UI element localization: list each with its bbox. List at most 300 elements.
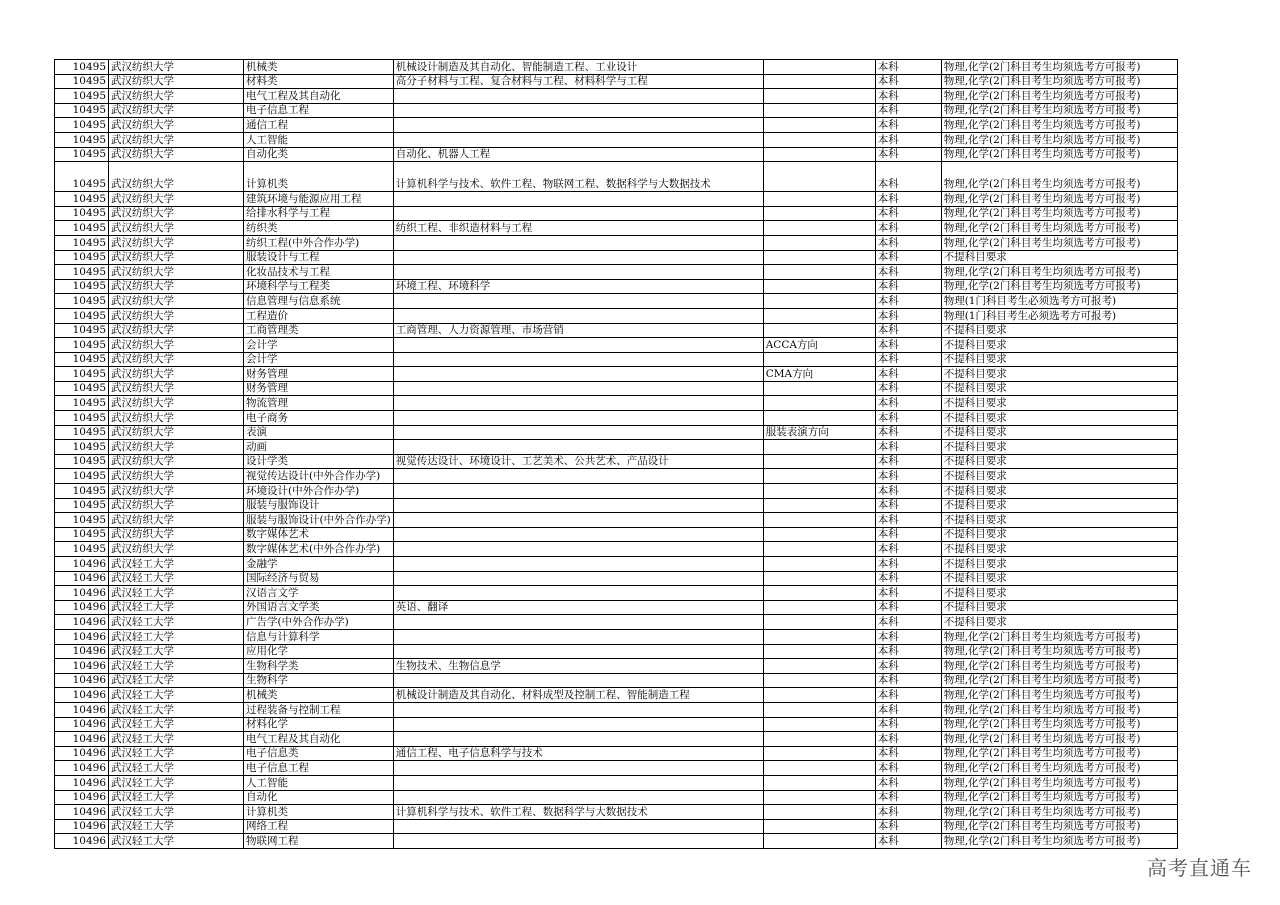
major-name-cell: 建筑环境与能源应用工程 bbox=[244, 192, 394, 207]
level-cell: 本科 bbox=[875, 746, 941, 761]
school-name-cell: 武汉纺织大学 bbox=[109, 294, 244, 309]
table-row bbox=[55, 279, 1178, 294]
included-majors-cell bbox=[393, 571, 763, 586]
level-cell: 本科 bbox=[875, 60, 941, 75]
table-row bbox=[55, 775, 1178, 790]
level-cell: 本科 bbox=[875, 425, 941, 440]
table-row bbox=[55, 103, 1178, 118]
table-row bbox=[55, 308, 1178, 323]
direction-cell bbox=[763, 673, 875, 688]
school-name-cell: 武汉纺织大学 bbox=[109, 527, 244, 542]
included-majors-cell bbox=[393, 352, 763, 367]
included-majors-cell: 机械设计制造及其自动化、材料成型及控制工程、智能制造工程 bbox=[393, 688, 763, 703]
subject-requirement-cell: 不提科目要求 bbox=[941, 323, 1177, 338]
included-majors-cell bbox=[393, 761, 763, 776]
subject-requirement-cell: 物理,化学(2门科目考生均须选考方可报考) bbox=[941, 74, 1177, 89]
major-name-cell: 电气工程及其自动化 bbox=[244, 89, 394, 104]
school-code-cell: 10495 bbox=[55, 162, 109, 192]
subject-requirement-cell: 物理,化学(2门科目考生均须选考方可报考) bbox=[941, 775, 1177, 790]
level-cell: 本科 bbox=[875, 381, 941, 396]
table-row bbox=[55, 147, 1178, 162]
admission-requirements-table bbox=[54, 59, 1178, 849]
school-name-cell: 武汉纺织大学 bbox=[109, 323, 244, 338]
major-name-cell: 信息管理与信息系统 bbox=[244, 294, 394, 309]
table-row bbox=[55, 571, 1178, 586]
direction-cell: 服装表演方向 bbox=[763, 425, 875, 440]
school-code-cell: 10496 bbox=[55, 834, 109, 849]
major-name-cell: 应用化学 bbox=[244, 644, 394, 659]
level-cell: 本科 bbox=[875, 352, 941, 367]
school-name-cell: 武汉纺织大学 bbox=[109, 367, 244, 382]
school-code-cell: 10495 bbox=[55, 206, 109, 221]
school-name-cell: 武汉纺织大学 bbox=[109, 221, 244, 236]
major-name-cell: 电子信息工程 bbox=[244, 103, 394, 118]
school-name-cell: 武汉纺织大学 bbox=[109, 396, 244, 411]
subject-requirement-cell: 不提科目要求 bbox=[941, 381, 1177, 396]
subject-requirement-cell: 不提科目要求 bbox=[941, 484, 1177, 499]
subject-requirement-cell: 物理(1门科目考生必须选考方可报考) bbox=[941, 294, 1177, 309]
included-majors-cell: 通信工程、电子信息科学与技术 bbox=[393, 746, 763, 761]
table-row bbox=[55, 659, 1178, 674]
level-cell: 本科 bbox=[875, 118, 941, 133]
subject-requirement-cell: 物理,化学(2门科目考生均须选考方可报考) bbox=[941, 673, 1177, 688]
subject-requirement-cell: 不提科目要求 bbox=[941, 586, 1177, 601]
included-majors-cell bbox=[393, 206, 763, 221]
table-row bbox=[55, 396, 1178, 411]
table-row bbox=[55, 469, 1178, 484]
major-name-cell: 材料化学 bbox=[244, 717, 394, 732]
direction-cell bbox=[763, 746, 875, 761]
included-majors-cell bbox=[393, 308, 763, 323]
included-majors-cell bbox=[393, 396, 763, 411]
table-row bbox=[55, 557, 1178, 572]
subject-requirement-cell: 物理,化学(2门科目考生均须选考方可报考) bbox=[941, 819, 1177, 834]
direction-cell bbox=[763, 659, 875, 674]
direction-cell bbox=[763, 192, 875, 207]
table-row bbox=[55, 746, 1178, 761]
school-name-cell: 武汉纺织大学 bbox=[109, 147, 244, 162]
table-row bbox=[55, 454, 1178, 469]
major-name-cell: 会计学 bbox=[244, 352, 394, 367]
subject-requirement-cell: 物理,化学(2门科目考生均须选考方可报考) bbox=[941, 761, 1177, 776]
table-row bbox=[55, 542, 1178, 557]
level-cell: 本科 bbox=[875, 805, 941, 820]
level-cell: 本科 bbox=[875, 775, 941, 790]
subject-requirement-cell: 物理,化学(2门科目考生均须选考方可报考) bbox=[941, 732, 1177, 747]
school-code-cell: 10495 bbox=[55, 323, 109, 338]
school-name-cell: 武汉轻工大学 bbox=[109, 615, 244, 630]
table-row bbox=[55, 381, 1178, 396]
direction-cell: ACCA方向 bbox=[763, 338, 875, 353]
school-name-cell: 武汉纺织大学 bbox=[109, 89, 244, 104]
major-name-cell: 通信工程 bbox=[244, 118, 394, 133]
table-row bbox=[55, 89, 1178, 104]
subject-requirement-cell: 物理,化学(2门科目考生均须选考方可报考) bbox=[941, 644, 1177, 659]
school-name-cell: 武汉轻工大学 bbox=[109, 834, 244, 849]
school-name-cell: 武汉纺织大学 bbox=[109, 469, 244, 484]
school-name-cell: 武汉纺织大学 bbox=[109, 308, 244, 323]
level-cell: 本科 bbox=[875, 732, 941, 747]
school-code-cell: 10495 bbox=[55, 527, 109, 542]
subject-requirement-cell: 不提科目要求 bbox=[941, 454, 1177, 469]
direction-cell bbox=[763, 411, 875, 426]
school-code-cell: 10495 bbox=[55, 118, 109, 133]
table-row bbox=[55, 425, 1178, 440]
table-row bbox=[55, 732, 1178, 747]
major-name-cell: 自动化 bbox=[244, 790, 394, 805]
major-name-cell: 人工智能 bbox=[244, 775, 394, 790]
major-name-cell: 自动化类 bbox=[244, 147, 394, 162]
school-name-cell: 武汉轻工大学 bbox=[109, 659, 244, 674]
school-code-cell: 10495 bbox=[55, 147, 109, 162]
direction-cell bbox=[763, 542, 875, 557]
included-majors-cell bbox=[393, 381, 763, 396]
subject-requirement-cell: 物理,化学(2门科目考生均须选考方可报考) bbox=[941, 221, 1177, 236]
level-cell: 本科 bbox=[875, 103, 941, 118]
subject-requirement-cell: 物理,化学(2门科目考生均须选考方可报考) bbox=[941, 659, 1177, 674]
subject-requirement-cell: 不提科目要求 bbox=[941, 425, 1177, 440]
school-name-cell: 武汉轻工大学 bbox=[109, 688, 244, 703]
subject-requirement-cell: 物理,化学(2门科目考生均须选考方可报考) bbox=[941, 162, 1177, 192]
included-majors-cell: 工商管理、人力资源管理、市场营销 bbox=[393, 323, 763, 338]
level-cell: 本科 bbox=[875, 454, 941, 469]
included-majors-cell bbox=[393, 118, 763, 133]
major-name-cell: 外国语言文学类 bbox=[244, 600, 394, 615]
included-majors-cell bbox=[393, 192, 763, 207]
included-majors-cell bbox=[393, 132, 763, 147]
subject-requirement-cell: 物理,化学(2门科目考生均须选考方可报考) bbox=[941, 279, 1177, 294]
subject-requirement-cell: 不提科目要求 bbox=[941, 396, 1177, 411]
level-cell: 本科 bbox=[875, 74, 941, 89]
level-cell: 本科 bbox=[875, 250, 941, 265]
included-majors-cell bbox=[393, 775, 763, 790]
school-code-cell: 10496 bbox=[55, 746, 109, 761]
included-majors-cell bbox=[393, 615, 763, 630]
level-cell: 本科 bbox=[875, 629, 941, 644]
school-code-cell: 10495 bbox=[55, 498, 109, 513]
direction-cell bbox=[763, 484, 875, 499]
subject-requirement-cell: 物理,化学(2门科目考生均须选考方可报考) bbox=[941, 790, 1177, 805]
school-code-cell: 10496 bbox=[55, 790, 109, 805]
included-majors-cell: 英语、翻译 bbox=[393, 600, 763, 615]
direction-cell bbox=[763, 557, 875, 572]
level-cell: 本科 bbox=[875, 279, 941, 294]
direction-cell bbox=[763, 454, 875, 469]
major-name-cell: 人工智能 bbox=[244, 132, 394, 147]
subject-requirement-cell: 物理,化学(2门科目考生均须选考方可报考) bbox=[941, 746, 1177, 761]
level-cell: 本科 bbox=[875, 542, 941, 557]
subject-requirement-cell: 物理(1门科目考生必须选考方可报考) bbox=[941, 308, 1177, 323]
major-name-cell: 设计学类 bbox=[244, 454, 394, 469]
school-code-cell: 10495 bbox=[55, 132, 109, 147]
major-name-cell: 信息与计算科学 bbox=[244, 629, 394, 644]
subject-requirement-cell: 不提科目要求 bbox=[941, 498, 1177, 513]
direction-cell bbox=[763, 352, 875, 367]
included-majors-cell bbox=[393, 586, 763, 601]
table-row bbox=[55, 790, 1178, 805]
school-code-cell: 10495 bbox=[55, 103, 109, 118]
level-cell: 本科 bbox=[875, 206, 941, 221]
direction-cell bbox=[763, 834, 875, 849]
school-code-cell: 10495 bbox=[55, 454, 109, 469]
subject-requirement-cell: 物理,化学(2门科目考生均须选考方可报考) bbox=[941, 192, 1177, 207]
level-cell: 本科 bbox=[875, 527, 941, 542]
school-name-cell: 武汉纺织大学 bbox=[109, 498, 244, 513]
included-majors-cell bbox=[393, 425, 763, 440]
level-cell: 本科 bbox=[875, 790, 941, 805]
direction-cell bbox=[763, 586, 875, 601]
table-row bbox=[55, 60, 1178, 75]
school-code-cell: 10496 bbox=[55, 644, 109, 659]
direction-cell bbox=[763, 761, 875, 776]
direction-cell bbox=[763, 644, 875, 659]
school-code-cell: 10496 bbox=[55, 702, 109, 717]
major-name-cell: 计算机类 bbox=[244, 805, 394, 820]
major-name-cell: 给排水科学与工程 bbox=[244, 206, 394, 221]
school-name-cell: 武汉纺织大学 bbox=[109, 60, 244, 75]
school-code-cell: 10496 bbox=[55, 571, 109, 586]
major-name-cell: 服装与服饰设计(中外合作办学) bbox=[244, 513, 394, 528]
major-name-cell: 国际经济与贸易 bbox=[244, 571, 394, 586]
subject-requirement-cell: 物理,化学(2门科目考生均须选考方可报考) bbox=[941, 235, 1177, 250]
subject-requirement-cell: 不提科目要求 bbox=[941, 571, 1177, 586]
level-cell: 本科 bbox=[875, 834, 941, 849]
subject-requirement-cell: 不提科目要求 bbox=[941, 513, 1177, 528]
subject-requirement-cell: 物理,化学(2门科目考生均须选考方可报考) bbox=[941, 103, 1177, 118]
school-name-cell: 武汉纺织大学 bbox=[109, 352, 244, 367]
subject-requirement-cell: 物理,化学(2门科目考生均须选考方可报考) bbox=[941, 702, 1177, 717]
subject-requirement-cell: 不提科目要求 bbox=[941, 542, 1177, 557]
included-majors-cell: 自动化、机器人工程 bbox=[393, 147, 763, 162]
school-code-cell: 10495 bbox=[55, 542, 109, 557]
included-majors-cell bbox=[393, 542, 763, 557]
level-cell: 本科 bbox=[875, 513, 941, 528]
table-row bbox=[55, 527, 1178, 542]
direction-cell bbox=[763, 819, 875, 834]
subject-requirement-cell: 不提科目要求 bbox=[941, 250, 1177, 265]
level-cell: 本科 bbox=[875, 498, 941, 513]
direction-cell bbox=[763, 294, 875, 309]
school-code-cell: 10496 bbox=[55, 732, 109, 747]
included-majors-cell: 计算机科学与技术、软件工程、数据科学与大数据技术 bbox=[393, 805, 763, 820]
level-cell: 本科 bbox=[875, 819, 941, 834]
school-name-cell: 武汉纺织大学 bbox=[109, 74, 244, 89]
included-majors-cell: 高分子材料与工程、复合材料与工程、材料科学与工程 bbox=[393, 74, 763, 89]
included-majors-cell bbox=[393, 250, 763, 265]
level-cell: 本科 bbox=[875, 132, 941, 147]
major-name-cell: 纺织工程(中外合作办学) bbox=[244, 235, 394, 250]
subject-requirement-cell: 不提科目要求 bbox=[941, 600, 1177, 615]
level-cell: 本科 bbox=[875, 688, 941, 703]
level-cell: 本科 bbox=[875, 702, 941, 717]
table-row bbox=[55, 192, 1178, 207]
level-cell: 本科 bbox=[875, 367, 941, 382]
school-code-cell: 10496 bbox=[55, 557, 109, 572]
school-name-cell: 武汉轻工大学 bbox=[109, 644, 244, 659]
level-cell: 本科 bbox=[875, 147, 941, 162]
table-row bbox=[55, 74, 1178, 89]
level-cell: 本科 bbox=[875, 265, 941, 280]
subject-requirement-cell: 物理,化学(2门科目考生均须选考方可报考) bbox=[941, 834, 1177, 849]
table-row bbox=[55, 586, 1178, 601]
table-row bbox=[55, 367, 1178, 382]
level-cell: 本科 bbox=[875, 571, 941, 586]
included-majors-cell bbox=[393, 294, 763, 309]
subject-requirement-cell: 不提科目要求 bbox=[941, 338, 1177, 353]
table-row bbox=[55, 132, 1178, 147]
school-code-cell: 10495 bbox=[55, 192, 109, 207]
level-cell: 本科 bbox=[875, 308, 941, 323]
major-name-cell: 机械类 bbox=[244, 688, 394, 703]
school-code-cell: 10495 bbox=[55, 279, 109, 294]
school-name-cell: 武汉纺织大学 bbox=[109, 381, 244, 396]
included-majors-cell bbox=[393, 527, 763, 542]
level-cell: 本科 bbox=[875, 600, 941, 615]
school-name-cell: 武汉轻工大学 bbox=[109, 673, 244, 688]
direction-cell bbox=[763, 775, 875, 790]
direction-cell bbox=[763, 265, 875, 280]
table-row bbox=[55, 118, 1178, 133]
major-name-cell: 化妆品技术与工程 bbox=[244, 265, 394, 280]
major-name-cell: 财务管理 bbox=[244, 381, 394, 396]
direction-cell bbox=[763, 89, 875, 104]
school-name-cell: 武汉轻工大学 bbox=[109, 775, 244, 790]
major-name-cell: 表演 bbox=[244, 425, 394, 440]
direction-cell bbox=[763, 308, 875, 323]
major-name-cell: 生物科学类 bbox=[244, 659, 394, 674]
school-code-cell: 10495 bbox=[55, 396, 109, 411]
included-majors-cell: 环境工程、环境科学 bbox=[393, 279, 763, 294]
direction-cell bbox=[763, 498, 875, 513]
major-name-cell: 工程造价 bbox=[244, 308, 394, 323]
school-code-cell: 10495 bbox=[55, 425, 109, 440]
included-majors-cell bbox=[393, 89, 763, 104]
included-majors-cell bbox=[393, 717, 763, 732]
major-name-cell: 广告学(中外合作办学) bbox=[244, 615, 394, 630]
school-name-cell: 武汉纺织大学 bbox=[109, 454, 244, 469]
major-name-cell: 电气工程及其自动化 bbox=[244, 732, 394, 747]
table-row bbox=[55, 235, 1178, 250]
major-name-cell: 服装与服饰设计 bbox=[244, 498, 394, 513]
subject-requirement-cell: 不提科目要求 bbox=[941, 352, 1177, 367]
subject-requirement-cell: 不提科目要求 bbox=[941, 411, 1177, 426]
included-majors-cell bbox=[393, 732, 763, 747]
direction-cell bbox=[763, 162, 875, 192]
school-name-cell: 武汉纺织大学 bbox=[109, 440, 244, 455]
table-body bbox=[55, 60, 1178, 849]
school-code-cell: 10496 bbox=[55, 805, 109, 820]
direction-cell bbox=[763, 250, 875, 265]
school-name-cell: 武汉纺织大学 bbox=[109, 192, 244, 207]
table-row bbox=[55, 600, 1178, 615]
included-majors-cell bbox=[393, 644, 763, 659]
school-name-cell: 武汉纺织大学 bbox=[109, 162, 244, 192]
subject-requirement-cell: 物理,化学(2门科目考生均须选考方可报考) bbox=[941, 132, 1177, 147]
subject-requirement-cell: 物理,化学(2门科目考生均须选考方可报考) bbox=[941, 629, 1177, 644]
major-name-cell: 材料类 bbox=[244, 74, 394, 89]
school-name-cell: 武汉纺织大学 bbox=[109, 103, 244, 118]
school-code-cell: 10495 bbox=[55, 411, 109, 426]
subject-requirement-cell: 物理,化学(2门科目考生均须选考方可报考) bbox=[941, 206, 1177, 221]
level-cell: 本科 bbox=[875, 323, 941, 338]
level-cell: 本科 bbox=[875, 659, 941, 674]
school-code-cell: 10495 bbox=[55, 352, 109, 367]
subject-requirement-cell: 物理,化学(2门科目考生均须选考方可报考) bbox=[941, 805, 1177, 820]
school-code-cell: 10496 bbox=[55, 629, 109, 644]
major-name-cell: 动画 bbox=[244, 440, 394, 455]
school-name-cell: 武汉轻工大学 bbox=[109, 790, 244, 805]
subject-requirement-cell: 不提科目要求 bbox=[941, 615, 1177, 630]
level-cell: 本科 bbox=[875, 484, 941, 499]
subject-requirement-cell: 物理,化学(2门科目考生均须选考方可报考) bbox=[941, 265, 1177, 280]
school-code-cell: 10495 bbox=[55, 308, 109, 323]
school-name-cell: 武汉纺织大学 bbox=[109, 338, 244, 353]
school-name-cell: 武汉轻工大学 bbox=[109, 571, 244, 586]
school-code-cell: 10495 bbox=[55, 513, 109, 528]
school-name-cell: 武汉纺织大学 bbox=[109, 411, 244, 426]
table-row bbox=[55, 717, 1178, 732]
school-name-cell: 武汉纺织大学 bbox=[109, 484, 244, 499]
direction-cell bbox=[763, 469, 875, 484]
direction-cell bbox=[763, 132, 875, 147]
major-name-cell: 物联网工程 bbox=[244, 834, 394, 849]
major-name-cell: 电子信息工程 bbox=[244, 761, 394, 776]
table-row bbox=[55, 702, 1178, 717]
major-name-cell: 机械类 bbox=[244, 60, 394, 75]
level-cell: 本科 bbox=[875, 162, 941, 192]
school-name-cell: 武汉轻工大学 bbox=[109, 805, 244, 820]
included-majors-cell bbox=[393, 411, 763, 426]
school-code-cell: 10496 bbox=[55, 659, 109, 674]
table-row bbox=[55, 629, 1178, 644]
included-majors-cell bbox=[393, 557, 763, 572]
included-majors-cell: 计算机科学与技术、软件工程、物联网工程、数据科学与大数据技术 bbox=[393, 162, 763, 192]
school-name-cell: 武汉纺织大学 bbox=[109, 265, 244, 280]
included-majors-cell bbox=[393, 513, 763, 528]
school-name-cell: 武汉纺织大学 bbox=[109, 279, 244, 294]
table-row bbox=[55, 644, 1178, 659]
included-majors-cell bbox=[393, 440, 763, 455]
direction-cell bbox=[763, 440, 875, 455]
subject-requirement-cell: 物理,化学(2门科目考生均须选考方可报考) bbox=[941, 89, 1177, 104]
school-code-cell: 10495 bbox=[55, 265, 109, 280]
level-cell: 本科 bbox=[875, 586, 941, 601]
table-row bbox=[55, 615, 1178, 630]
school-code-cell: 10495 bbox=[55, 235, 109, 250]
included-majors-cell bbox=[393, 834, 763, 849]
school-code-cell: 10495 bbox=[55, 338, 109, 353]
direction-cell bbox=[763, 717, 875, 732]
school-code-cell: 10496 bbox=[55, 717, 109, 732]
direction-cell bbox=[763, 118, 875, 133]
level-cell: 本科 bbox=[875, 469, 941, 484]
direction-cell bbox=[763, 571, 875, 586]
school-code-cell: 10496 bbox=[55, 615, 109, 630]
school-name-cell: 武汉轻工大学 bbox=[109, 761, 244, 776]
school-name-cell: 武汉轻工大学 bbox=[109, 629, 244, 644]
included-majors-cell bbox=[393, 367, 763, 382]
major-name-cell: 过程装备与控制工程 bbox=[244, 702, 394, 717]
major-name-cell: 视觉传达设计(中外合作办学) bbox=[244, 469, 394, 484]
included-majors-cell bbox=[393, 338, 763, 353]
major-name-cell: 数字媒体艺术 bbox=[244, 527, 394, 542]
included-majors-cell: 生物技术、生物信息学 bbox=[393, 659, 763, 674]
major-name-cell: 数字媒体艺术(中外合作办学) bbox=[244, 542, 394, 557]
direction-cell bbox=[763, 396, 875, 411]
level-cell: 本科 bbox=[875, 557, 941, 572]
school-name-cell: 武汉纺织大学 bbox=[109, 250, 244, 265]
school-name-cell: 武汉轻工大学 bbox=[109, 819, 244, 834]
